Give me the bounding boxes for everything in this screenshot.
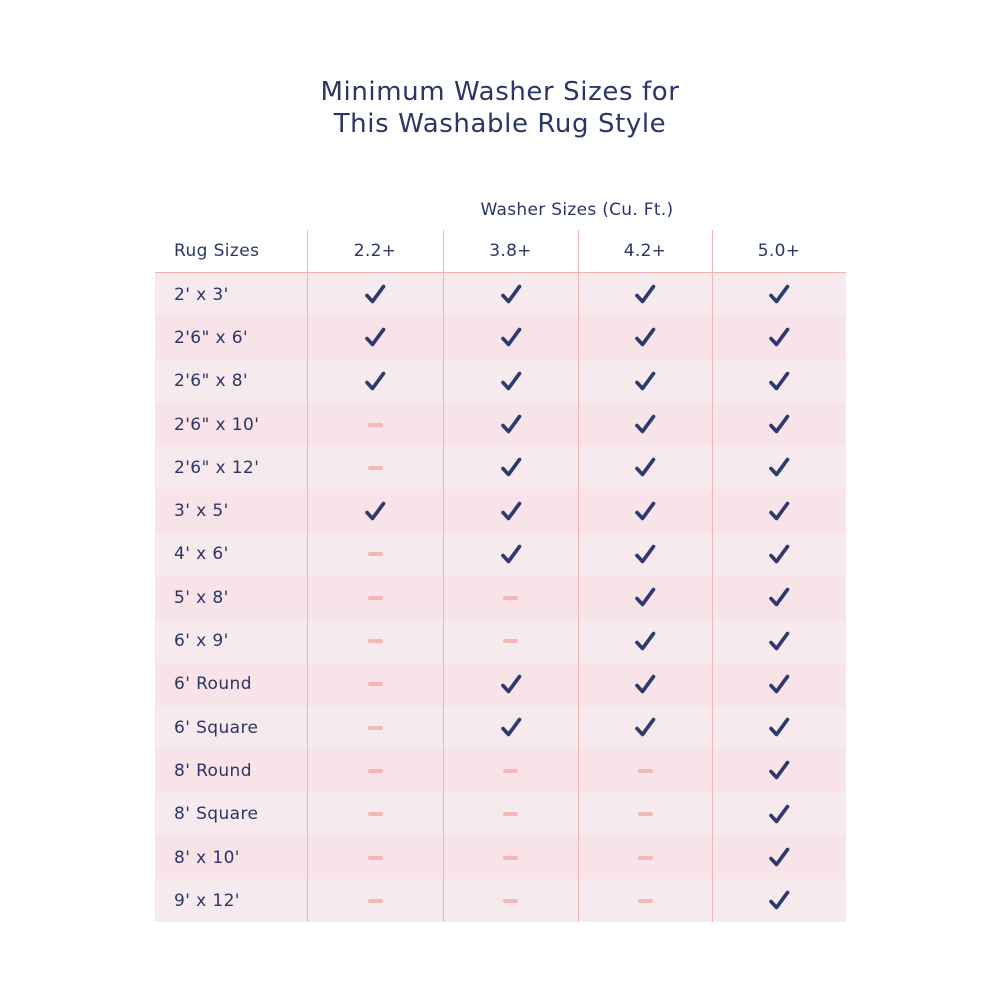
- table-cell: [578, 793, 712, 836]
- washer-sizes-header: Washer Sizes (Cu. Ft.): [480, 200, 674, 220]
- check-icon: [500, 284, 522, 305]
- check-icon: [500, 501, 522, 522]
- check-icon: [500, 457, 522, 478]
- check-icon: [768, 804, 790, 825]
- table-cell: [712, 706, 846, 749]
- table-row: [155, 360, 846, 403]
- table-cell: [712, 273, 846, 316]
- dash-icon: [368, 856, 383, 860]
- check-icon: [634, 327, 656, 348]
- title-line-1: Minimum Washer Sizes for: [320, 77, 680, 107]
- table-cell: [307, 446, 443, 489]
- dash-icon: [368, 812, 383, 816]
- table-cell: [578, 663, 712, 706]
- column-divider: [307, 230, 308, 922]
- dash-icon: [638, 856, 653, 860]
- rug-size-label: 2'6" x 6': [174, 327, 249, 348]
- table-cell: [712, 316, 846, 359]
- table-cell: [712, 360, 846, 403]
- dash-icon: [368, 466, 383, 470]
- table-cell: [307, 360, 443, 403]
- title-line-2: This Washable Rug Style: [333, 109, 667, 139]
- table-cell: [443, 619, 578, 662]
- table-row: [155, 793, 846, 836]
- table-row: [155, 749, 846, 792]
- table-cell: [578, 533, 712, 576]
- table-cell: [712, 793, 846, 836]
- table-cell: [307, 619, 443, 662]
- dash-icon: [638, 769, 653, 773]
- table-cell: [578, 446, 712, 489]
- table-body: [155, 273, 846, 922]
- check-icon: [768, 501, 790, 522]
- table-row: [155, 836, 846, 879]
- dash-icon: [368, 596, 383, 600]
- table-cell: [443, 489, 578, 532]
- table-cell: [578, 749, 712, 792]
- table-row: [155, 879, 846, 922]
- check-icon: [500, 674, 522, 695]
- table-cell: [307, 489, 443, 532]
- rug-size-label: 3' x 5': [174, 501, 229, 522]
- check-icon: [634, 284, 656, 305]
- table-cell: [443, 446, 578, 489]
- check-icon: [634, 371, 656, 392]
- dash-icon: [368, 639, 383, 643]
- dash-icon: [638, 899, 653, 903]
- table-row: [155, 706, 846, 749]
- check-icon: [768, 457, 790, 478]
- dash-icon: [503, 856, 518, 860]
- table-cell: [712, 533, 846, 576]
- check-icon: [768, 414, 790, 435]
- rug-size-label: 5' x 8': [174, 587, 229, 608]
- table-cell: [712, 489, 846, 532]
- rug-size-label: 2'6" x 8': [174, 371, 249, 392]
- check-icon: [768, 890, 790, 911]
- column-header-3-8: 3.8+: [489, 241, 532, 261]
- table-row: [155, 273, 846, 316]
- table-cell: [578, 836, 712, 879]
- table-cell: [578, 576, 712, 619]
- rug-size-label: 8' Round: [174, 760, 252, 781]
- table-cell: [443, 576, 578, 619]
- dash-icon: [368, 899, 383, 903]
- dash-icon: [368, 552, 383, 556]
- table-row: [155, 619, 846, 662]
- column-divider: [578, 230, 579, 922]
- table-cell: [578, 403, 712, 446]
- table-cell: [307, 663, 443, 706]
- table-cell: [578, 273, 712, 316]
- check-icon: [634, 501, 656, 522]
- table-cell: [307, 706, 443, 749]
- check-icon: [500, 717, 522, 738]
- compatibility-table: [155, 230, 846, 922]
- dash-icon: [503, 812, 518, 816]
- column-header-2-2: 2.2+: [353, 241, 397, 261]
- rug-size-label: 4' x 6': [174, 544, 229, 565]
- rug-size-label: 6' Square: [174, 717, 259, 738]
- check-icon: [634, 674, 656, 695]
- table-cell: [712, 836, 846, 879]
- check-icon: [768, 674, 790, 695]
- table-cell: [578, 619, 712, 662]
- table-cell: [443, 663, 578, 706]
- check-icon: [364, 284, 386, 305]
- table-cell: [307, 749, 443, 792]
- check-icon: [500, 327, 522, 348]
- column-divider: [712, 230, 713, 922]
- check-icon: [768, 717, 790, 738]
- table-cell: [443, 749, 578, 792]
- rug-size-label: 2'6" x 12': [174, 457, 260, 478]
- rug-size-label: 8' Square: [174, 804, 259, 825]
- check-icon: [500, 371, 522, 392]
- rug-size-label: 8' x 10': [174, 847, 240, 868]
- check-icon: [364, 371, 386, 392]
- table-cell: [578, 360, 712, 403]
- table-cell: [307, 793, 443, 836]
- check-icon: [364, 501, 386, 522]
- table-cell: [712, 403, 846, 446]
- table-cell: [712, 446, 846, 489]
- table-row: [155, 533, 846, 576]
- table-cell: [443, 836, 578, 879]
- check-icon: [634, 631, 656, 652]
- table-cell: [443, 533, 578, 576]
- check-icon: [634, 457, 656, 478]
- table-header-row: [155, 230, 846, 273]
- check-icon: [768, 327, 790, 348]
- table-cell: [578, 489, 712, 532]
- check-icon: [768, 631, 790, 652]
- table-cell: [443, 706, 578, 749]
- table-cell: [712, 576, 846, 619]
- dash-icon: [503, 596, 518, 600]
- check-icon: [768, 544, 790, 565]
- table-cell: [712, 749, 846, 792]
- check-icon: [500, 544, 522, 565]
- table-cell: [443, 793, 578, 836]
- check-icon: [364, 327, 386, 348]
- table-cell: [307, 836, 443, 879]
- rug-size-label: 6' x 9': [174, 631, 229, 652]
- rug-size-label: 2' x 3': [174, 284, 229, 305]
- rug-size-label: 9' x 12': [174, 890, 240, 911]
- table-cell: [443, 879, 578, 922]
- table-row: [155, 446, 846, 489]
- table-cell: [712, 663, 846, 706]
- table-cell: [578, 316, 712, 359]
- check-icon: [634, 587, 656, 608]
- check-icon: [768, 371, 790, 392]
- check-icon: [768, 847, 790, 868]
- table-cell: [307, 403, 443, 446]
- dash-icon: [368, 769, 383, 773]
- table-cell: [712, 619, 846, 662]
- table-cell: [578, 706, 712, 749]
- table-cell: [307, 533, 443, 576]
- check-icon: [768, 587, 790, 608]
- column-header-5-0: 5.0+: [757, 241, 801, 261]
- table-cell: [443, 403, 578, 446]
- dash-icon: [503, 769, 518, 773]
- table-cell: [443, 273, 578, 316]
- table-row: [155, 316, 846, 359]
- page-title: [0, 76, 1000, 140]
- table-cell: [307, 316, 443, 359]
- column-divider: [443, 230, 444, 922]
- table-cell: [712, 879, 846, 922]
- rug-sizes-header: Rug Sizes: [174, 241, 260, 261]
- dash-icon: [503, 639, 518, 643]
- table-row: [155, 403, 846, 446]
- dash-icon: [368, 726, 383, 730]
- table-cell: [307, 273, 443, 316]
- table-cell: [578, 879, 712, 922]
- check-icon: [500, 414, 522, 435]
- column-header-4-2: 4.2+: [623, 241, 667, 261]
- check-icon: [768, 760, 790, 781]
- table-row: [155, 489, 846, 532]
- rug-size-label: 6' Round: [174, 674, 252, 695]
- table-cell: [307, 879, 443, 922]
- check-icon: [634, 414, 656, 435]
- dash-icon: [368, 682, 383, 686]
- check-icon: [634, 717, 656, 738]
- table-cell: [443, 316, 578, 359]
- table-cell: [443, 360, 578, 403]
- dash-icon: [368, 423, 383, 427]
- table-cell: [307, 576, 443, 619]
- table-row: [155, 663, 846, 706]
- check-icon: [768, 284, 790, 305]
- dash-icon: [638, 812, 653, 816]
- dash-icon: [503, 899, 518, 903]
- rug-size-label: 2'6" x 10': [174, 414, 260, 435]
- check-icon: [634, 544, 656, 565]
- table-row: [155, 576, 846, 619]
